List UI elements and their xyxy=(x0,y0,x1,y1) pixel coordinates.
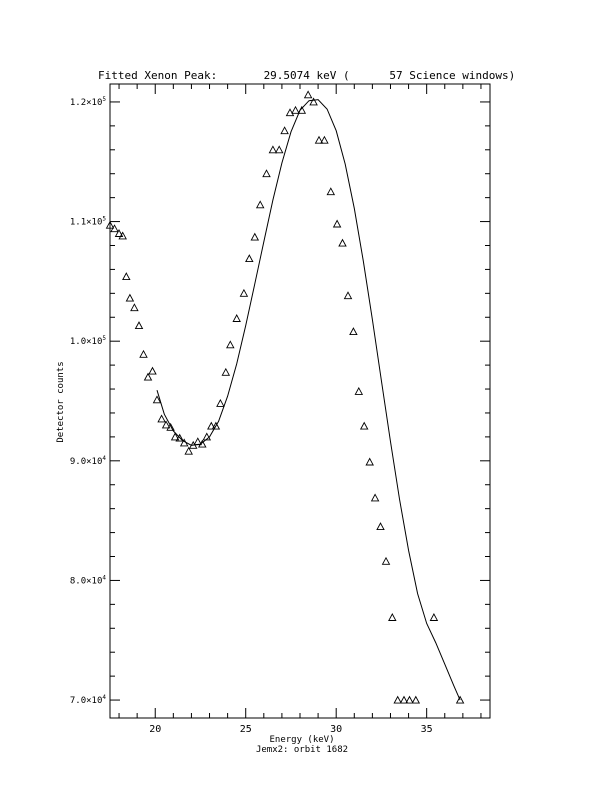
data-point xyxy=(430,614,437,621)
y-tick-label: $9.0\times 10^4$ xyxy=(69,454,106,467)
fit-line xyxy=(157,100,460,701)
data-point xyxy=(227,341,234,348)
x-tick-label: 25 xyxy=(239,724,252,735)
data-point xyxy=(217,400,224,407)
data-point xyxy=(366,459,373,466)
data-point xyxy=(361,423,368,430)
plot-frame xyxy=(110,84,490,718)
data-point xyxy=(355,388,362,395)
data-point xyxy=(389,614,396,621)
plot-border xyxy=(110,84,490,718)
x-tick-label: 30 xyxy=(330,724,343,735)
data-point xyxy=(394,697,401,704)
data-point xyxy=(149,368,156,375)
data-point xyxy=(119,232,126,239)
data-point xyxy=(263,170,270,177)
data-points xyxy=(107,91,464,703)
y-axis xyxy=(70,96,490,706)
data-point xyxy=(257,201,264,208)
data-point xyxy=(345,292,352,299)
chart-subtitle: Jemx2: orbit 1682 xyxy=(255,745,349,755)
y-axis-label: Detector counts xyxy=(56,361,66,443)
data-point xyxy=(377,523,384,530)
data-point xyxy=(240,290,247,297)
data-point xyxy=(251,234,258,241)
x-axis-label: Energy (keV) xyxy=(269,735,335,745)
x-tick-label: 20 xyxy=(149,724,162,735)
data-point xyxy=(158,415,165,422)
y-tick-label: $1.2\times 10^5$ xyxy=(69,95,106,108)
data-point xyxy=(327,188,334,195)
data-point xyxy=(281,127,288,134)
data-point xyxy=(145,374,152,381)
data-point xyxy=(233,315,240,322)
y-tick-label: $1.1\times 10^5$ xyxy=(69,215,106,228)
y-tick-label: $7.0\times 10^4$ xyxy=(69,694,106,707)
x-tick-label: 35 xyxy=(420,724,433,735)
data-point xyxy=(372,494,379,501)
data-point xyxy=(136,322,143,329)
data-point xyxy=(140,351,147,358)
data-point xyxy=(126,295,133,302)
data-point xyxy=(339,240,346,247)
data-point xyxy=(350,328,357,335)
y-tick-label: $8.0\times 10^4$ xyxy=(69,574,106,587)
data-point xyxy=(305,91,312,98)
data-point xyxy=(412,697,419,704)
data-point xyxy=(131,304,138,311)
x-axis xyxy=(119,84,481,735)
data-point xyxy=(334,221,341,228)
data-point xyxy=(269,146,276,153)
data-point xyxy=(383,558,390,565)
data-point xyxy=(276,146,283,153)
data-point xyxy=(222,369,229,376)
data-point xyxy=(123,273,130,280)
data-point xyxy=(246,255,253,262)
data-point xyxy=(292,107,299,114)
chart-title: Fitted Xenon Peak: 29.5074 keV ( 57 Science windows) xyxy=(98,69,516,82)
fit-curve xyxy=(157,100,460,701)
y-tick-label: $1.0\times 10^5$ xyxy=(69,335,106,348)
